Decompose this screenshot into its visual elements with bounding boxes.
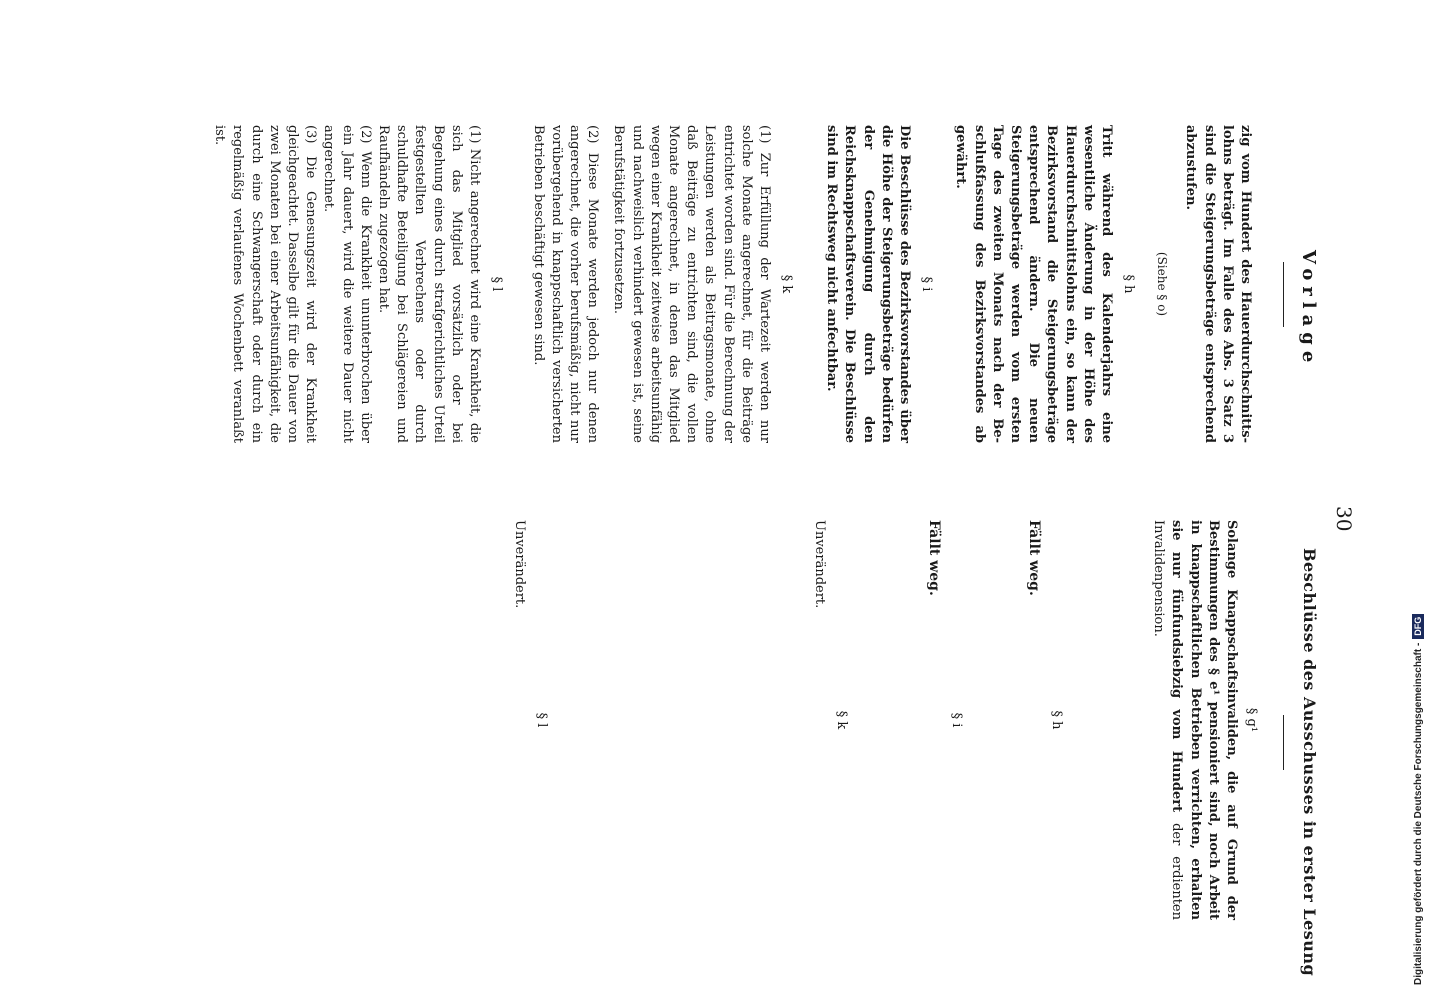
- right-l-heading: § l: [534, 712, 549, 728]
- right-section-l: [510, 520, 549, 920]
- section-g1-text-bold: Solange Knappschaftsinvaliden, die auf Grund der Bestimmungen des § e¹ pensioniert sind, noch Arbeit in knappschaftlichen Betrieben verrichten, erhalten sie nur fünfundsiebzig vom Hundert: [1169, 520, 1239, 920]
- section-k-heading: § k: [779, 274, 794, 294]
- right-section-h: [1025, 520, 1064, 920]
- digitization-credit: [1412, 614, 1424, 985]
- dfg-logo: DFG: [1412, 614, 1424, 639]
- section-h-text: Tritt während des Kalenderjahrs eine wesentliche Änderung in der Höhe des Hauerdurchschnittslohns ein, so kann der Bezirksvorstand die Steigerungsbeträge entsprechend ändern. Die neuen Steigerungsbeträge werden vom ersten Tage des zweiten Monats nach der Beschlußfassung des Bezirksvorstandes ab gewährt.: [953, 125, 1114, 443]
- section-g1-heading: § g¹: [1244, 707, 1259, 733]
- section-i-text: Die Beschlüsse des Bezirksvorstandes über die Höhe der Steigerungsbeträge bedürfen der Genehmigung durch den Reichsknappschaftsverein. Die Beschlüsse sind im Rechtsweg nicht anfechtbar.: [824, 125, 912, 443]
- header-rule-right: [1283, 715, 1284, 770]
- right-section-g1: [1149, 520, 1259, 920]
- section-h-heading: § h: [1121, 274, 1136, 294]
- section-l-p2: (2) Wenn die Krankheit ununterbrochen über ein Jahr dauert, wird die weitere Dauer nicht angerechnet.: [321, 125, 373, 443]
- section-k-p1: (1) Zur Erfüllung der Wartezeit werden nur solche Monate angerechnet, für die Beiträge entrichtet worden sind. Für die Berechnung der Leistungen werden als Beitragsmonate, ohne daß Beiträge zu entrichten sind, die vollen Monate angerechnet, in denen das Mitglied wegen einer Krankheit zeitweise arbeitsunfähig und nachweislich verhindert gewesen ist, seine Berufstätigkeit fortzusetzen.: [611, 125, 772, 443]
- section-g1-text-normal: der erdienten Invalidenpension.: [1151, 520, 1185, 920]
- right-k-status: Unverändert.: [812, 520, 827, 609]
- right-section-k: [810, 520, 849, 920]
- left-section-i: [822, 125, 934, 443]
- right-k-heading: § k: [834, 710, 849, 730]
- header-rule-left: [1283, 262, 1284, 327]
- left-intro-block: [1153, 125, 1254, 443]
- section-i-heading: § i: [919, 276, 934, 292]
- right-i-status: Fällt weg.: [926, 520, 942, 596]
- left-intro-text: zig vom Hundert des Hauerdurchschnittslohns beträgt. Im Falle des Abs. 3 Satz 3 sind die Steigerungsbeträge entsprechend abzustufen.: [1183, 125, 1253, 443]
- right-h-status: Fällt weg.: [1026, 520, 1042, 596]
- section-k-p2: (2) Diese Monate werden jedoch nur denen angerechnet, die vorher berufsmäßig, nicht nur vorübergehend in knappschaftlich versicherten Betrieben beschäftigt gewesen sind.: [530, 125, 601, 443]
- left-section-l: [210, 125, 504, 443]
- header-vorlage: Vorlage: [1298, 250, 1319, 369]
- right-l-status: Unverändert.: [512, 520, 527, 609]
- right-i-heading: § i: [949, 712, 964, 728]
- digitization-credit-text: Digitalisierung gefördert durch die Deutsche Forschungsgemeinschaft -: [1413, 642, 1424, 985]
- page-number: 30: [1332, 506, 1356, 532]
- header-beschluesse: Beschlüsse des Ausschusses in erster Lesung: [1300, 548, 1319, 977]
- section-g1-paragraph: [1149, 520, 1240, 920]
- left-section-h: [951, 125, 1136, 443]
- right-h-heading: § h: [1049, 710, 1064, 730]
- section-l-p1: (1) Nicht angerechnet wird eine Krankheit, die sich das Mitglied vorsätzlich oder bei Begehung eines durch strafgerichtliches Urteil festgestellten Verbrechens oder durch schuldhafte Beteiligung bei Schlägereien und Raufhändeln zugezogen hat.: [375, 125, 482, 443]
- section-l-p3: (3) Die Genesungszeit wird der Krankheit gleichgeachtet. Dasselbe gilt für die Dauer von zwei Monaten bei einer Arbeitsunfähigkeit, die durch eine Schwangerschaft oder durch ein regelmäßig verlaufenes Wochenbett veranlaßt ist.: [212, 125, 319, 443]
- section-l-heading: § l: [489, 276, 504, 292]
- left-section-k: [528, 125, 794, 443]
- right-section-i: [925, 520, 964, 920]
- see-note: (Siehe § o): [1155, 251, 1170, 317]
